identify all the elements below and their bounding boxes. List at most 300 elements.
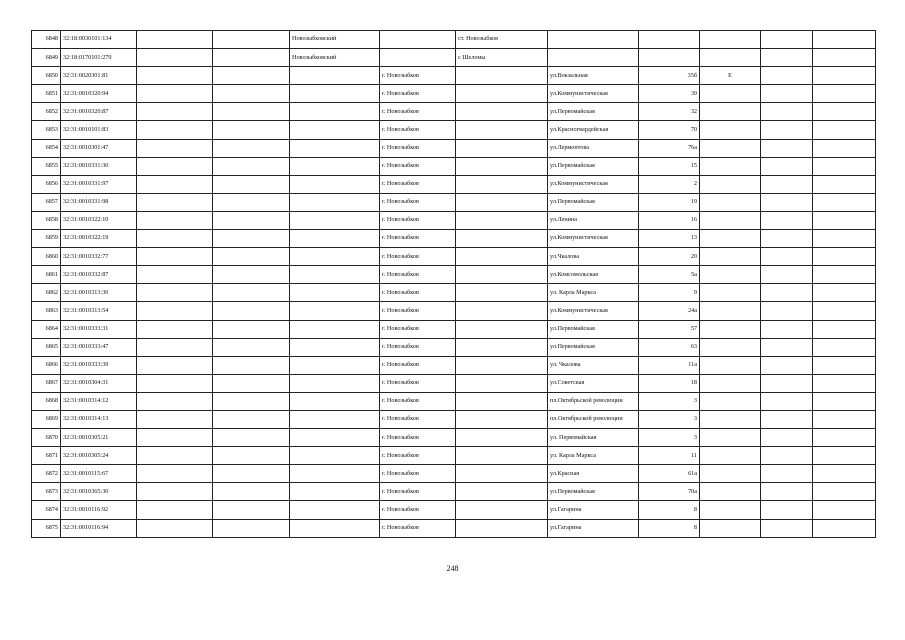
table-row [32, 519, 876, 537]
settlement-cell: с Шеломы [456, 49, 548, 67]
table-row [32, 284, 876, 302]
empty-cell [213, 320, 290, 338]
empty-cell [137, 519, 213, 537]
row-number-cell: 6867 [32, 374, 61, 392]
house-number-cell: 9 [639, 284, 700, 302]
city-cell [380, 49, 456, 67]
district-cell [290, 67, 380, 85]
row-number-cell: 6858 [32, 211, 61, 229]
empty-cell [813, 519, 876, 537]
empty-cell [761, 501, 813, 519]
table-row [32, 175, 876, 193]
table-row [32, 103, 876, 121]
row-number-cell: 6864 [32, 320, 61, 338]
empty-cell [813, 266, 876, 284]
house-number-cell: 19 [639, 193, 700, 211]
empty-cell [213, 410, 290, 428]
settlement-cell [456, 320, 548, 338]
empty-cell [137, 103, 213, 121]
building-cell [700, 483, 761, 501]
house-number-cell: 13 [639, 230, 700, 248]
building-cell [700, 429, 761, 447]
district-cell [290, 501, 380, 519]
empty-cell [761, 410, 813, 428]
district-cell: Новозыбковский [290, 49, 380, 67]
settlement-cell [456, 67, 548, 85]
cadastral-number-cell: 32:31:0010320:87 [61, 103, 137, 121]
district-cell [290, 230, 380, 248]
building-cell [700, 121, 761, 139]
building-cell [700, 230, 761, 248]
empty-cell [213, 211, 290, 229]
building-cell [700, 392, 761, 410]
cadastral-number-cell: 32:31:0020301:81 [61, 67, 137, 85]
empty-cell [813, 31, 876, 49]
empty-cell [213, 392, 290, 410]
page-number: 248 [446, 564, 459, 573]
settlement-cell [456, 157, 548, 175]
empty-cell [213, 248, 290, 266]
house-number-cell: 3 [639, 410, 700, 428]
empty-cell [813, 392, 876, 410]
house-number-cell: 20 [639, 248, 700, 266]
empty-cell [137, 67, 213, 85]
table-row [32, 67, 876, 85]
empty-cell [761, 465, 813, 483]
building-cell [700, 465, 761, 483]
house-number-cell: 11а [639, 356, 700, 374]
table-row [32, 338, 876, 356]
district-cell [290, 139, 380, 157]
city-cell: г. Новозыбков [380, 320, 456, 338]
street-cell: ул.Лермонтова [548, 139, 639, 157]
street-cell: ул.Первомайская [548, 157, 639, 175]
empty-cell [213, 374, 290, 392]
cadastral-number-cell: 32:31:0010313:54 [61, 302, 137, 320]
street-cell [548, 31, 639, 49]
building-cell [700, 519, 761, 537]
district-cell [290, 338, 380, 356]
city-cell: г. Новозыбков [380, 139, 456, 157]
empty-cell [813, 67, 876, 85]
cadastral-number-cell: 32:31:0010322:19 [61, 230, 137, 248]
row-number-cell: 6852 [32, 103, 61, 121]
settlement-cell [456, 302, 548, 320]
house-number-cell: 11 [639, 447, 700, 465]
street-cell: ул.Гагарина [548, 501, 639, 519]
empty-cell [813, 248, 876, 266]
settlement-cell [456, 374, 548, 392]
building-cell [700, 49, 761, 67]
empty-cell [213, 465, 290, 483]
empty-cell [213, 49, 290, 67]
city-cell: г. Новозыбков [380, 447, 456, 465]
empty-cell [813, 410, 876, 428]
city-cell: г. Новозыбков [380, 266, 456, 284]
empty-cell [761, 266, 813, 284]
city-cell: г. Новозыбков [380, 284, 456, 302]
building-cell [700, 266, 761, 284]
cadastral-number-cell: 32:31:0010115:67 [61, 465, 137, 483]
row-number-cell: 6854 [32, 139, 61, 157]
city-cell: г. Новозыбков [380, 410, 456, 428]
settlement-cell [456, 284, 548, 302]
settlement-cell [456, 465, 548, 483]
building-cell [700, 284, 761, 302]
settlement-cell [456, 392, 548, 410]
empty-cell [213, 429, 290, 447]
empty-cell [137, 266, 213, 284]
table-row [32, 302, 876, 320]
empty-cell [761, 139, 813, 157]
empty-cell [761, 483, 813, 501]
table-row [32, 392, 876, 410]
empty-cell [813, 447, 876, 465]
row-number-cell: 6874 [32, 501, 61, 519]
city-cell: г. Новозыбков [380, 302, 456, 320]
empty-cell [813, 356, 876, 374]
empty-cell [137, 121, 213, 139]
city-cell: г. Новозыбков [380, 121, 456, 139]
empty-cell [761, 121, 813, 139]
settlement-cell [456, 211, 548, 229]
district-cell [290, 302, 380, 320]
row-number-cell: 6863 [32, 302, 61, 320]
cadastral-number-cell: 32:31:0010313:30 [61, 284, 137, 302]
cadastral-number-cell: 32:31:0010116:92 [61, 501, 137, 519]
row-number-cell: 6862 [32, 284, 61, 302]
empty-cell [761, 429, 813, 447]
house-number-cell: 3 [639, 392, 700, 410]
house-number-cell: 76а [639, 139, 700, 157]
house-number-cell: 18 [639, 374, 700, 392]
empty-cell [137, 175, 213, 193]
empty-cell [761, 356, 813, 374]
cadastral-number-cell: 32:18:0170101:279 [61, 49, 137, 67]
city-cell: г. Новозыбков [380, 465, 456, 483]
building-cell [700, 338, 761, 356]
city-cell: г. Новозыбков [380, 193, 456, 211]
empty-cell [137, 501, 213, 519]
district-cell [290, 103, 380, 121]
settlement-cell [456, 447, 548, 465]
street-cell: ул.Первомайская [548, 483, 639, 501]
table-row [32, 410, 876, 428]
empty-cell [137, 31, 213, 49]
district-cell [290, 248, 380, 266]
empty-cell [813, 501, 876, 519]
building-cell [700, 374, 761, 392]
settlement-cell [456, 410, 548, 428]
street-cell: ул. Чкалова [548, 356, 639, 374]
house-number-cell: 39 [639, 85, 700, 103]
empty-cell [213, 266, 290, 284]
settlement-cell [456, 483, 548, 501]
empty-cell [761, 338, 813, 356]
district-cell [290, 175, 380, 193]
city-cell: г. Новозыбков [380, 157, 456, 175]
table-row [32, 483, 876, 501]
district-cell [290, 410, 380, 428]
district-cell [290, 483, 380, 501]
cadastral-number-cell: 32:31:0010301:47 [61, 139, 137, 157]
building-cell [700, 157, 761, 175]
house-number-cell: 70 [639, 121, 700, 139]
city-cell: г. Новозыбков [380, 67, 456, 85]
cadastral-number-cell: 32:31:0010322:10 [61, 211, 137, 229]
empty-cell [761, 447, 813, 465]
row-number-cell: 6869 [32, 410, 61, 428]
row-number-cell: 6855 [32, 157, 61, 175]
building-cell [700, 447, 761, 465]
street-cell: пл.Октябрьской революции [548, 410, 639, 428]
street-cell: ул.Первомайская [548, 320, 639, 338]
empty-cell [761, 519, 813, 537]
table-row [32, 157, 876, 175]
row-number-cell: 6857 [32, 193, 61, 211]
cadastral-number-cell: 32:31:0010331:30 [61, 157, 137, 175]
empty-cell [813, 49, 876, 67]
street-cell [548, 49, 639, 67]
table-row [32, 85, 876, 103]
empty-cell [137, 157, 213, 175]
empty-cell [761, 49, 813, 67]
house-number-cell: 5а [639, 266, 700, 284]
table-row [32, 230, 876, 248]
table-row [32, 320, 876, 338]
cadastral-number-cell: 32:31:0010333:31 [61, 320, 137, 338]
city-cell: г. Новозыбков [380, 501, 456, 519]
city-cell: г. Новозыбков [380, 356, 456, 374]
empty-cell [213, 139, 290, 157]
empty-cell [213, 230, 290, 248]
row-number-cell: 6866 [32, 356, 61, 374]
city-cell [380, 31, 456, 49]
row-number-cell: 6849 [32, 49, 61, 67]
settlement-cell [456, 175, 548, 193]
building-cell [700, 501, 761, 519]
settlement-cell [456, 121, 548, 139]
cadastral-number-cell: 32:31:0010314:13 [61, 410, 137, 428]
empty-cell [137, 248, 213, 266]
row-number-cell: 6868 [32, 392, 61, 410]
cadastral-number-cell: 32:31:0010332:77 [61, 248, 137, 266]
row-number-cell: 6873 [32, 483, 61, 501]
building-cell [700, 193, 761, 211]
empty-cell [761, 157, 813, 175]
empty-cell [761, 248, 813, 266]
row-number-cell: 6861 [32, 266, 61, 284]
house-number-cell: 16 [639, 211, 700, 229]
empty-cell [213, 338, 290, 356]
empty-cell [813, 374, 876, 392]
table-row [32, 248, 876, 266]
empty-cell [137, 338, 213, 356]
cadastral-number-cell: 32:31:0010333:39 [61, 356, 137, 374]
empty-cell [213, 447, 290, 465]
building-cell [700, 320, 761, 338]
empty-cell [137, 139, 213, 157]
empty-cell [137, 85, 213, 103]
settlement-cell [456, 248, 548, 266]
row-number-cell: 6870 [32, 429, 61, 447]
empty-cell [137, 193, 213, 211]
empty-cell [761, 320, 813, 338]
street-cell: ул.Гагарина [548, 519, 639, 537]
street-cell: ул.Комсомольская [548, 266, 639, 284]
empty-cell [813, 157, 876, 175]
table-body [32, 31, 876, 538]
house-number-cell: 15 [639, 157, 700, 175]
empty-cell [213, 284, 290, 302]
street-cell: ул.Ленина [548, 211, 639, 229]
settlement-cell [456, 266, 548, 284]
empty-cell [213, 501, 290, 519]
house-number-cell: 3 [639, 429, 700, 447]
empty-cell [761, 284, 813, 302]
empty-cell [137, 49, 213, 67]
row-number-cell: 6872 [32, 465, 61, 483]
empty-cell [213, 193, 290, 211]
city-cell: г. Новозыбков [380, 230, 456, 248]
empty-cell [137, 410, 213, 428]
empty-cell [213, 85, 290, 103]
empty-cell [761, 230, 813, 248]
settlement-cell [456, 193, 548, 211]
district-cell [290, 519, 380, 537]
district-cell [290, 121, 380, 139]
building-cell [700, 356, 761, 374]
street-cell: ул.Коммунистическая [548, 302, 639, 320]
empty-cell [813, 284, 876, 302]
cadastral-number-cell: 32:31:0010332:87 [61, 266, 137, 284]
house-number-cell: 63 [639, 338, 700, 356]
cadastral-number-cell: 32:31:0010365:30 [61, 483, 137, 501]
cadastral-number-cell: 32:31:0010314:12 [61, 392, 137, 410]
empty-cell [137, 284, 213, 302]
cadastral-number-cell: 32:31:0010320:94 [61, 85, 137, 103]
empty-cell [137, 302, 213, 320]
city-cell: г. Новозыбков [380, 175, 456, 193]
empty-cell [761, 31, 813, 49]
street-cell: ул.Коммунистическая [548, 175, 639, 193]
street-cell: пл.Октябрьской революции [548, 392, 639, 410]
street-cell: ул.Первомайская [548, 103, 639, 121]
empty-cell [213, 157, 290, 175]
district-cell [290, 193, 380, 211]
empty-cell [761, 175, 813, 193]
street-cell: ул.Первомайская [548, 193, 639, 211]
house-number-cell: 24а [639, 302, 700, 320]
settlement-cell: ст. Новозыбков [456, 31, 548, 49]
empty-cell [813, 175, 876, 193]
row-number-cell: 6856 [32, 175, 61, 193]
row-number-cell: 6850 [32, 67, 61, 85]
settlement-cell [456, 429, 548, 447]
city-cell: г. Новозыбков [380, 519, 456, 537]
empty-cell [761, 374, 813, 392]
empty-cell [137, 356, 213, 374]
table-row [32, 465, 876, 483]
empty-cell [761, 193, 813, 211]
house-number-cell: 70а [639, 483, 700, 501]
district-cell [290, 85, 380, 103]
table-row [32, 49, 876, 67]
building-cell [700, 302, 761, 320]
table-row [32, 121, 876, 139]
empty-cell [137, 374, 213, 392]
table-row [32, 374, 876, 392]
city-cell: г. Новозыбков [380, 248, 456, 266]
cadastral-number-cell: 32:31:0010331:97 [61, 175, 137, 193]
table-row [32, 193, 876, 211]
empty-cell [761, 392, 813, 410]
empty-cell [213, 175, 290, 193]
row-number-cell: 6875 [32, 519, 61, 537]
empty-cell [137, 392, 213, 410]
district-cell [290, 429, 380, 447]
empty-cell [813, 320, 876, 338]
table-row [32, 501, 876, 519]
cadastral-number-cell: 32:31:0010331:98 [61, 193, 137, 211]
empty-cell [213, 103, 290, 121]
empty-cell [213, 31, 290, 49]
house-number-cell [639, 31, 700, 49]
empty-cell [813, 103, 876, 121]
cadastral-number-cell: 32:31:0010305:21 [61, 429, 137, 447]
row-number-cell: 6859 [32, 230, 61, 248]
city-cell: г. Новозыбков [380, 429, 456, 447]
house-number-cell: 61а [639, 465, 700, 483]
table-row [32, 447, 876, 465]
settlement-cell [456, 230, 548, 248]
street-cell: ул. Карла Маркса [548, 284, 639, 302]
empty-cell [813, 302, 876, 320]
cadastral-number-cell: 32:31:0010333:47 [61, 338, 137, 356]
building-cell [700, 211, 761, 229]
settlement-cell [456, 501, 548, 519]
empty-cell [137, 483, 213, 501]
empty-cell [137, 429, 213, 447]
row-number-cell: 6860 [32, 248, 61, 266]
empty-cell [813, 465, 876, 483]
street-cell: ул.Коммунистическая [548, 230, 639, 248]
district-cell [290, 266, 380, 284]
building-cell [700, 410, 761, 428]
empty-cell [813, 483, 876, 501]
building-cell [700, 31, 761, 49]
house-number-cell [639, 49, 700, 67]
empty-cell [761, 302, 813, 320]
city-cell: г. Новозыбков [380, 85, 456, 103]
empty-cell [137, 320, 213, 338]
settlement-cell [456, 139, 548, 157]
city-cell: г. Новозыбков [380, 374, 456, 392]
empty-cell [213, 302, 290, 320]
empty-cell [813, 338, 876, 356]
cadastral-number-cell: 32:31:0010305:24 [61, 447, 137, 465]
cadastral-number-cell: 32:18:0030101:134 [61, 31, 137, 49]
street-cell: ул.Вокзальная [548, 67, 639, 85]
empty-cell [761, 103, 813, 121]
house-number-cell: 8 [639, 519, 700, 537]
property-register-table [31, 30, 876, 538]
district-cell [290, 374, 380, 392]
settlement-cell [456, 356, 548, 374]
building-cell: Е [700, 67, 761, 85]
table-row [32, 429, 876, 447]
city-cell: г. Новозыбков [380, 338, 456, 356]
